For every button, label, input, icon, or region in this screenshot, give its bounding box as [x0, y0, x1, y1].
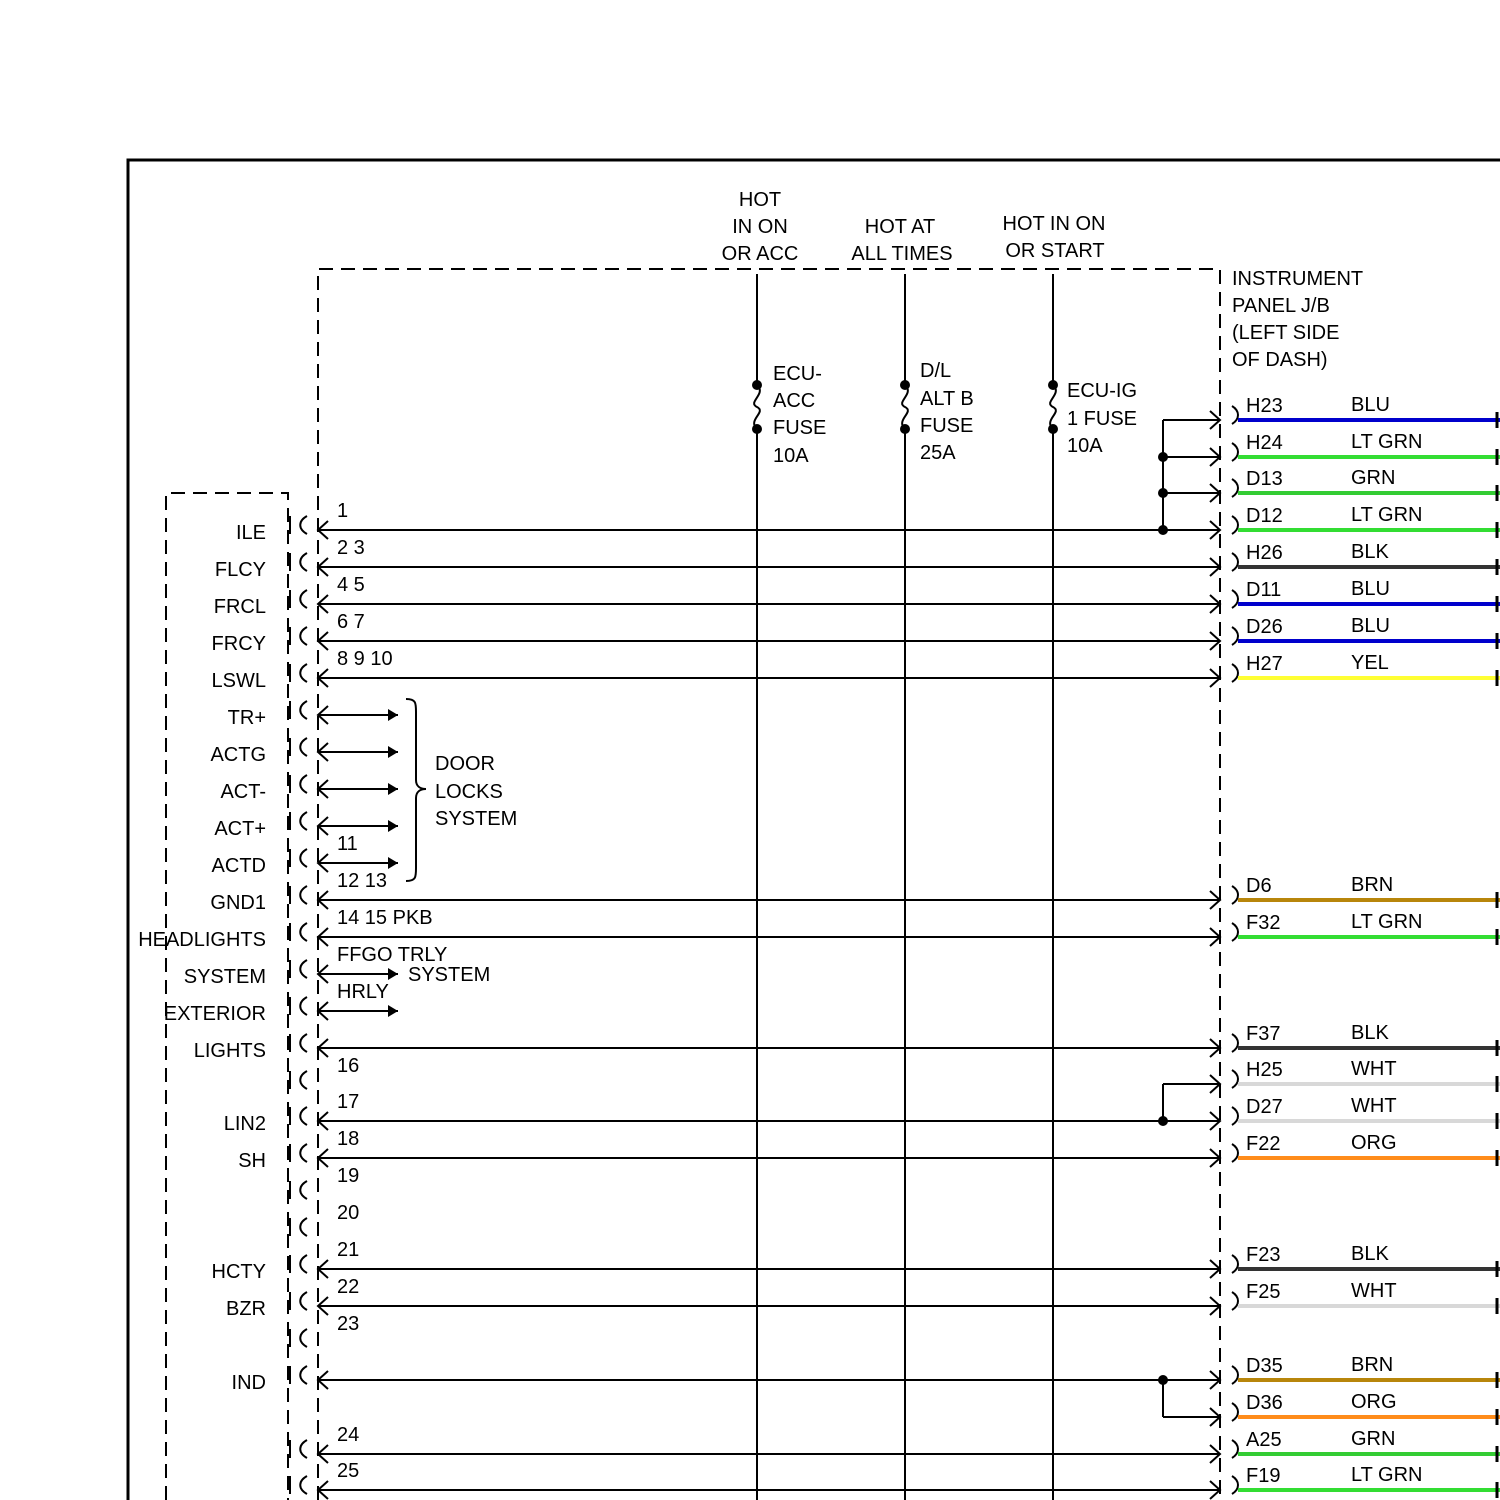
wire-color-label: BLK [1351, 1243, 1389, 1265]
svg-text:SYSTEM: SYSTEM [435, 808, 518, 830]
pin-number-label: 11 [337, 833, 358, 855]
ecu-pin-label: SH [238, 1150, 266, 1172]
connector-d35 [1210, 1354, 1500, 1389]
wire-22 [318, 1481, 1220, 1499]
junction-block-label [1232, 268, 1363, 371]
wire-color-label: BLU [1351, 615, 1390, 637]
connector-id-label: D35 [1246, 1355, 1283, 1377]
svg-text:HOT: HOT [738, 189, 782, 211]
ecu-pin-label: EXTERIOR [163, 1003, 266, 1025]
wire-color-label: LT GRN [1351, 431, 1423, 453]
ecu-pin-label: ACTG [210, 744, 266, 766]
ecu-pin-row [220, 775, 307, 803]
connector-id-label: D6 [1246, 875, 1272, 897]
wire-20 [318, 1371, 1163, 1389]
wire-color-label: WHT [1351, 1280, 1397, 1302]
connector-id-label: H27 [1246, 653, 1283, 675]
ecu-pin-row [232, 1366, 307, 1394]
headlights-system-label: SYSTEM [408, 964, 491, 986]
pin-number-label: 6 7 [337, 611, 365, 633]
svg-text:ALT B: ALT B [920, 388, 974, 410]
ecu-pin-label: IND [231, 1372, 266, 1394]
wire-color-label: GRN [1351, 1428, 1396, 1450]
wire-color-label: BRN [1351, 1354, 1394, 1376]
ecu-pin-row [290, 1055, 359, 1089]
ecu-pin-label: ILE [235, 522, 266, 544]
wire-color-label: BLK [1351, 541, 1389, 563]
connector-f37 [1210, 1022, 1500, 1057]
connector-id-label: F32 [1246, 912, 1281, 934]
svg-text:HOT IN ON: HOT IN ON [1002, 213, 1106, 235]
ecu-pin-row [214, 812, 307, 840]
pin-number-label: 4 5 [337, 574, 365, 596]
fuse-symbol-ecu-ig [1046, 380, 1060, 434]
svg-text:OR ACC: OR ACC [721, 243, 799, 265]
pin-number-label: 17 [337, 1091, 360, 1113]
wire-3 [318, 595, 1220, 613]
wire-color-label: GRN [1351, 467, 1396, 489]
svg-text:25A: 25A [920, 442, 956, 464]
ecu-pin-row [210, 738, 307, 766]
wire-9 [318, 817, 398, 835]
ecu-pin-label: BZR [226, 1298, 266, 1320]
connector-h24 [1210, 431, 1500, 466]
ecu-pin-label: HEADLIGHTS [138, 929, 266, 951]
wire-color-label: BLU [1351, 394, 1390, 416]
wire-8 [318, 780, 398, 798]
wire-2 [318, 558, 1220, 576]
wire-5 [318, 669, 1220, 687]
connector-h26 [1210, 541, 1500, 576]
pin-number-label: 2 3 [337, 537, 365, 559]
wire-14 [318, 1002, 398, 1020]
connector-id-label: D11 [1246, 579, 1282, 601]
ecu-pin-row [290, 1313, 359, 1347]
svg-text:DOOR: DOOR [435, 753, 495, 775]
ecu-pin-label: FLCY [214, 559, 266, 581]
pin-number-label: 1 [337, 500, 349, 522]
ecu-pin-row [194, 1034, 307, 1062]
power-source-battery-label [851, 216, 952, 265]
wire-18 [318, 1260, 1220, 1278]
pin-number-label: 20 [337, 1202, 360, 1224]
svg-text:1 FUSE: 1 FUSE [1067, 408, 1138, 430]
connector-id-label: F23 [1246, 1244, 1281, 1266]
ecu-pin-label: FRCY [211, 633, 266, 655]
ecu-pin-label: LIN2 [223, 1113, 266, 1135]
svg-text:(LEFT SIDE: (LEFT SIDE [1232, 322, 1340, 344]
wire-color-label: BLK [1351, 1022, 1389, 1044]
ecu-pin-label: LIGHTS [193, 1040, 266, 1062]
pin-number-label: HRLY [337, 981, 389, 1003]
pin-number-label: 8 9 10 [337, 648, 393, 670]
power-source-ig-label [1003, 213, 1106, 262]
connector-id-label: H23 [1246, 395, 1283, 417]
ecu-pin-row [290, 1424, 359, 1458]
wire-color-label: YEL [1351, 652, 1389, 674]
power-source-acc-label [722, 189, 799, 265]
connector-d26 [1210, 615, 1500, 650]
fuse-symbol-ecu-acc [750, 380, 764, 434]
connector-f22 [1210, 1132, 1500, 1167]
wire-color-label: WHT [1351, 1095, 1397, 1117]
connector-a25 [1210, 1428, 1500, 1463]
ecu-pin-label: TR+ [227, 707, 266, 729]
svg-text:FUSE: FUSE [920, 415, 974, 437]
connector-d11 [1210, 578, 1500, 613]
pin-number-label: 18 [337, 1128, 360, 1150]
connectors-layer [1210, 394, 1500, 1499]
svg-text:10A: 10A [1067, 435, 1103, 457]
ecu-pin-label: HCTY [211, 1261, 266, 1283]
splice-bus-middle [1158, 1084, 1168, 1126]
wire-color-label: LT GRN [1351, 1464, 1423, 1486]
connector-h23 [1210, 394, 1500, 429]
connector-d12 [1210, 504, 1500, 539]
ecu-pin-label: ACT+ [214, 818, 266, 840]
ecu-pin-row [290, 1202, 359, 1236]
pin-number-label: 14 15 PKB [337, 907, 433, 929]
wire-4 [318, 632, 1220, 650]
connector-id-label: D12 [1246, 505, 1283, 527]
connector-d27 [1210, 1095, 1500, 1130]
connector-h25 [1210, 1058, 1500, 1093]
wire-color-label: ORG [1351, 1391, 1397, 1413]
svg-text:OR START: OR START [1005, 240, 1105, 262]
connector-id-label: F25 [1246, 1281, 1281, 1303]
pin-number-label: 24 [337, 1424, 360, 1446]
wire-7 [318, 743, 398, 761]
connector-id-label: H26 [1246, 542, 1283, 564]
fuse-label-ecu-acc [773, 363, 826, 467]
door-locks-brace [406, 699, 426, 881]
connector-f19 [1210, 1464, 1500, 1499]
pin-number-label: 12 13 [337, 870, 388, 892]
ecu-pin-label: LSWL [211, 670, 266, 692]
connector-h27 [1210, 652, 1500, 687]
svg-text:LOCKS: LOCKS [435, 781, 503, 803]
connector-id-label: H25 [1246, 1059, 1283, 1081]
pin-number-label: 21 [337, 1239, 360, 1261]
fuse-symbol-dl-alt-b [898, 380, 912, 434]
ecu-pin-label: ACTD [211, 855, 266, 877]
connector-d36 [1210, 1391, 1500, 1426]
connector-id-label: D27 [1246, 1096, 1283, 1118]
connector-id-label: H24 [1246, 432, 1283, 454]
ecu-pins-layer [138, 500, 447, 1494]
wire-color-label: LT GRN [1351, 504, 1423, 526]
connector-f32 [1210, 911, 1500, 946]
ecu-pin-label: SYSTEM [183, 966, 266, 988]
wire-6 [318, 706, 398, 724]
door-locks-label [435, 753, 517, 830]
ecu-pin-row [290, 1460, 359, 1494]
pin-number-label: 22 [337, 1276, 360, 1298]
svg-text:HOT AT: HOT AT [864, 216, 936, 238]
fuse-label-dl-alt-b [920, 360, 974, 464]
ecu-pin-row [236, 500, 348, 544]
connector-f25 [1210, 1280, 1500, 1315]
svg-text:IN ON: IN ON [732, 216, 788, 238]
splice-bus-bottom [1158, 1375, 1168, 1417]
connector-id-label: F22 [1246, 1133, 1281, 1155]
wire-color-label: BLU [1351, 578, 1390, 600]
wire-15 [318, 1039, 1220, 1057]
connector-id-label: D26 [1246, 616, 1283, 638]
svg-text:10A: 10A [773, 445, 809, 467]
connector-id-label: D36 [1246, 1392, 1283, 1414]
wire-color-label: BRN [1351, 874, 1394, 896]
connector-id-label: A25 [1246, 1429, 1282, 1451]
connector-id-label: D13 [1246, 468, 1283, 490]
svg-text:ACC: ACC [773, 390, 816, 412]
wire-17 [318, 1149, 1220, 1167]
wire-color-label: LT GRN [1351, 911, 1423, 933]
ecu-pin-label: GND1 [210, 892, 266, 914]
pin-number-label: 25 [337, 1460, 360, 1482]
ecu-pin-label: ACT- [220, 781, 266, 803]
pin-number-label: 23 [337, 1313, 360, 1335]
pin-number-label: 19 [337, 1165, 360, 1187]
svg-text:PANEL J/B: PANEL J/B [1232, 295, 1330, 317]
ecu-pin-row [290, 1165, 359, 1199]
pin-number-label: 16 [337, 1055, 360, 1077]
wire-1 [318, 521, 1163, 539]
fuse-label-ecu-ig [1067, 380, 1137, 457]
svg-text:ECU-: ECU- [773, 363, 822, 385]
wire-color-label: WHT [1351, 1058, 1397, 1080]
wire-color-label: ORG [1351, 1132, 1397, 1154]
svg-text:D/L: D/L [920, 360, 952, 382]
wire-16 [318, 1112, 1163, 1130]
connector-id-label: F19 [1246, 1465, 1281, 1487]
wires-layer [318, 420, 1220, 1499]
wire-19 [318, 1297, 1220, 1315]
connector-id-label: F37 [1246, 1023, 1281, 1045]
svg-text:INSTRUMENT: INSTRUMENT [1232, 268, 1364, 290]
wire-11 [318, 891, 1220, 909]
splice-bus-top [1158, 420, 1168, 535]
svg-text:ALL TIMES: ALL TIMES [851, 243, 953, 265]
pin-number-label: FFGO TRLY [337, 944, 448, 966]
svg-text:FUSE: FUSE [773, 417, 827, 439]
connector-f23 [1210, 1243, 1500, 1278]
connector-d13 [1210, 467, 1500, 502]
svg-text:OF DASH): OF DASH) [1232, 349, 1328, 371]
connector-d6 [1210, 874, 1500, 909]
wire-21 [318, 1445, 1220, 1463]
ecu-pin-row [228, 701, 307, 729]
svg-text:ECU-IG: ECU-IG [1067, 380, 1137, 402]
wire-12 [318, 928, 1220, 946]
ecu-pin-label: FRCL [213, 596, 266, 618]
